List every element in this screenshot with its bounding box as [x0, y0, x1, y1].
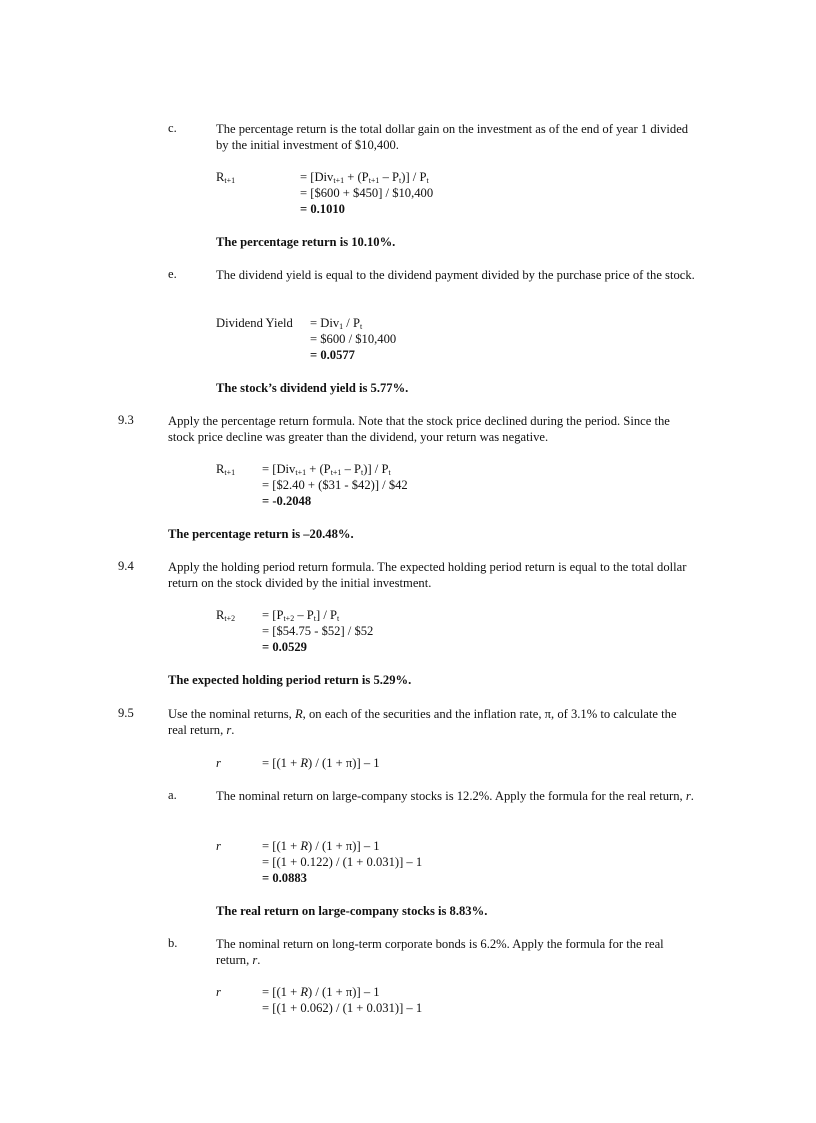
- conclusion-9-3: The percentage return is –20.48%.: [168, 527, 354, 541]
- item-label-9-5-a: a.: [168, 788, 177, 802]
- equation-line-9-5-b-2: = [(1 + 0.062) / (1 + 0.031)] – 1: [262, 1001, 423, 1015]
- conclusion-c: The percentage return is 10.10%.: [216, 235, 396, 249]
- equation-lhs-c: $R_{t+1}$: [216, 170, 236, 185]
- problem-number-9-4: 9.4: [118, 559, 134, 573]
- equation-lhs-9-5: r: [216, 756, 221, 770]
- equation-lhs-9-5-a: r: [216, 839, 221, 853]
- equation-line-e-1: = $Div_1 / P_t$: [310, 316, 363, 331]
- equation-line-9-3-1: = $[Div_{t+1} + (P_{t+1} - P_t)] / P_t$: [262, 462, 391, 477]
- conclusion-9-4: The expected holding period return is 5.29%.: [168, 673, 412, 687]
- equation-line-9-3-2: = [$2.40 + ($31 - $42)] / $42: [262, 478, 408, 492]
- conclusion-e: The stock’s dividend yield is 5.77%.: [216, 381, 409, 395]
- equation-line-9-5-1: = [(1 + R) / (1 + π)] – 1: [262, 756, 380, 770]
- equation-line-9-4-3: = 0.0529: [262, 640, 307, 654]
- equation-line-9-5-a-2: = [(1 + 0.122) / (1 + 0.031)] – 1: [262, 855, 423, 869]
- item-label-e: e.: [168, 267, 177, 281]
- equation-lhs-e: Dividend Yield: [216, 316, 293, 330]
- equation-line-9-5-a-3: = 0.0883: [262, 871, 307, 885]
- equation-line-9-4-1: = $[P_{t+2} - P_t] / P_t$: [262, 608, 340, 623]
- equation-line-e-3: = 0.0577: [310, 348, 355, 362]
- paragraph-e: The dividend yield is equal to the dividend payment divided by the purchase price of the stock.: [216, 268, 695, 282]
- problem-number-9-5: 9.5: [118, 706, 134, 720]
- equation-lhs-9-4: $R_{t+2}$: [216, 608, 236, 623]
- equation-line-9-5-a-1: = [(1 + R) / (1 + π)] – 1: [262, 839, 380, 853]
- equation-line-e-2: = $600 / $10,400: [310, 332, 397, 346]
- paragraph-9-5-b: The nominal return on long-term corporate bonds is 6.2%. Apply the formula for the real return, r.: [216, 937, 664, 967]
- paragraph-9-4: Apply the holding period return formula. The expected holding period return is equal to the total dollar return on the stock divided by the initial investment.: [168, 560, 687, 590]
- equation-line-9-5-b-1: = [(1 + R) / (1 + π)] – 1: [262, 985, 380, 999]
- equation-lhs-9-5-b: r: [216, 985, 221, 999]
- paragraph-9-5: Use the nominal returns, R, on each of the securities and the inflation rate, π, of 3.1% to calculate the real return, r.: [168, 707, 677, 737]
- paragraph-9-5-a: The nominal return on large-company stocks is 12.2%. Apply the formula for the real return, r.: [216, 789, 694, 803]
- item-label-9-5-b: b.: [168, 936, 178, 950]
- equation-line-c-1: = $[Div_{t+1} + (P_{t+1} - P_t)] / P_t$: [300, 170, 429, 185]
- paragraph-c: The percentage return is the total dollar gain on the investment as of the end of year 1 divided by the initial investment of $10,400.: [216, 122, 689, 152]
- equation-line-c-3: = 0.1010: [300, 202, 345, 216]
- equation-line-9-4-2: = [$54.75 - $52] / $52: [262, 624, 374, 638]
- item-label-c: c.: [168, 121, 177, 135]
- conclusion-9-5-a: The real return on large-company stocks is 8.83%.: [216, 904, 488, 918]
- problem-number-9-3: 9.3: [118, 413, 134, 427]
- paragraph-9-3: Apply the percentage return formula. Note that the stock price declined during the period. Since the stock price decline was greater than the dividend, your return was negative.: [168, 414, 670, 444]
- equation-lhs-9-3: $R_{t+1}$: [216, 462, 236, 477]
- equation-line-9-3-3: = -0.2048: [262, 494, 312, 508]
- equation-line-c-2: = [$600 + $450] / $10,400: [300, 186, 434, 200]
